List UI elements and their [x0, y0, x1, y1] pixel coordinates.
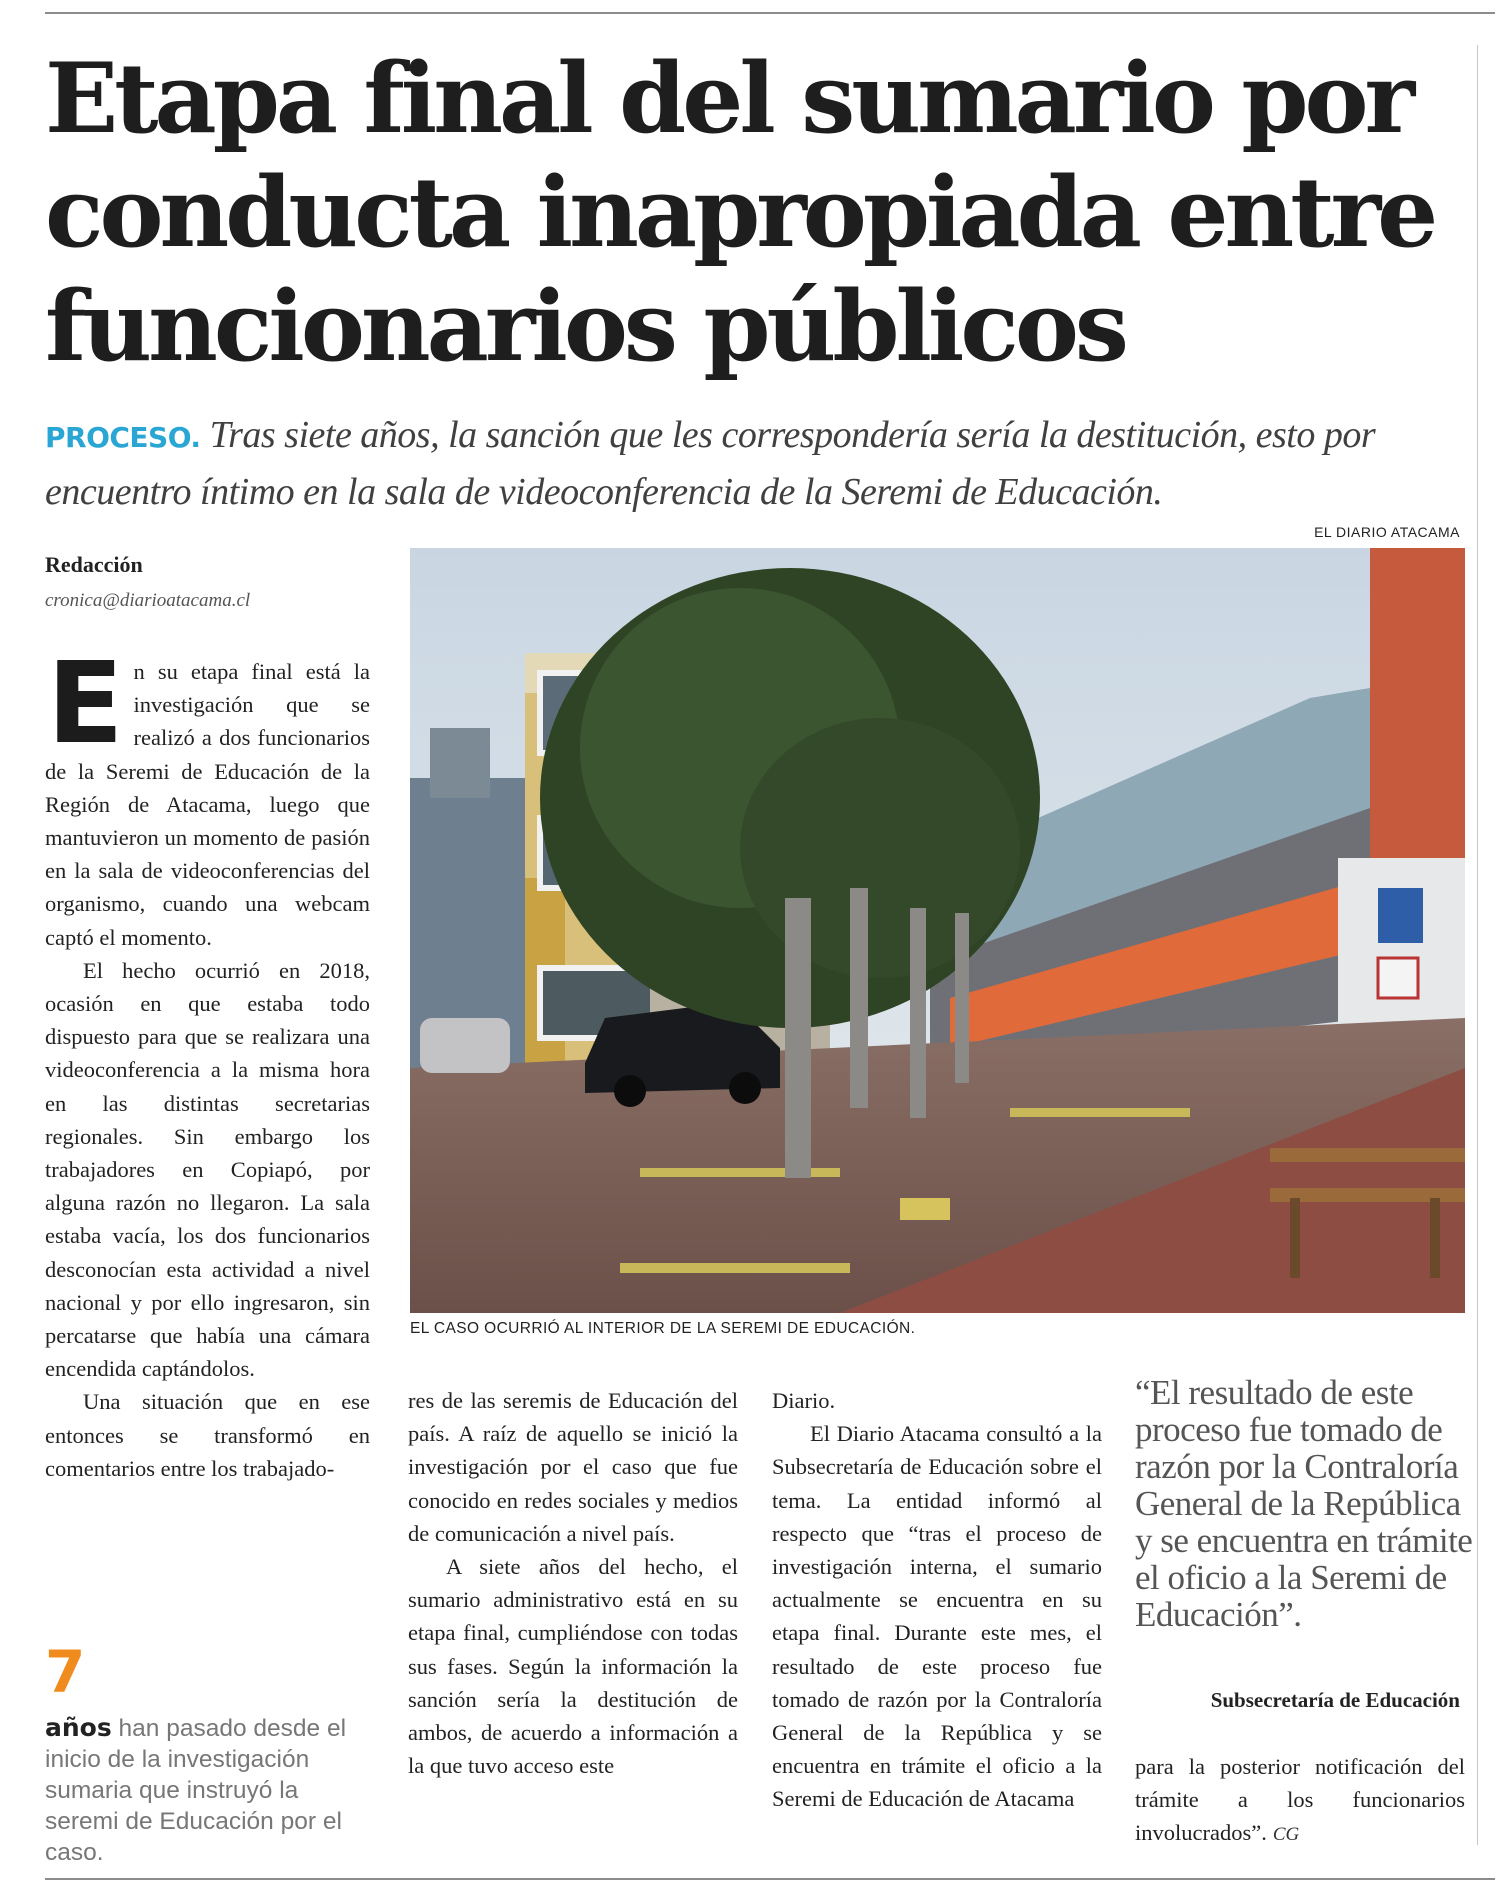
paragraph: El Diario Atacama consultó a la Subsecretaría de Educación sobre el tema. La entidad informó al respecto que “tras el proceso de investigación interna, el sumario actualmente se encuentra en su etapa final. Durante este mes, el resultado de este proceso fue tomado de razón por la Contraloría General de la República y se encuentra en trámite el oficio a la Seremi de Educación de Atacama — [772, 1421, 1102, 1812]
paragraph — [1135, 1750, 1465, 1852]
stat-label: años — [45, 1713, 112, 1742]
subheadline-text: Tras siete años, la sanción que les correspondería sería la destitución, esto por encuentro íntimo en la sala de videoconferencia de la Seremi de Educación. — [45, 414, 1376, 513]
paragraph: n su etapa final está la investigación que se realizó a dos funcionarios de la Seremi de Educación de la Región de Atacama, luego que mantuvieron un momento de pasión en la sala de videoconferencias del organismo, cuando una webcam captó el momento. — [45, 659, 370, 950]
article-column-3 — [772, 1384, 1102, 1816]
author-initials: CG — [1272, 1824, 1300, 1846]
photo-credit: EL DIARIO ATACAMA — [1314, 524, 1460, 540]
seremi-courtyard-illustration — [410, 548, 1465, 1313]
paragraph: Diario. — [772, 1388, 836, 1413]
paragraph: res de las seremis de Educación del país. A raíz de aquello se inició la investigación por el caso que fue conocido en redes sociales y medios de comunicación a nivel país. — [408, 1388, 738, 1546]
headline: Etapa final del sumario por conducta inapropiada entre funcionarios públicos — [45, 42, 1435, 383]
author-email: cronica@diarioatacama.cl — [45, 590, 251, 611]
paragraph: Una situación que en ese entonces se transformó en comentarios entre los trabajado- — [45, 1389, 370, 1481]
paragraph: El hecho ocurrió en 2018, ocasión en que estaba todo dispuesto para que se realizara una videoconferencia a la misma hora en las distintas secretarias regionales. Sin embargo los trabajadores en Copiapó, por alguna razón no llegaron. La sala estaba vacía, los dos funcionarios desconocían esta actividad a nivel nacional y por ello ingresaron, sin percatarse que había una cámara encendida captándolos. — [45, 957, 370, 1382]
pull-quote: “El resultado de este proceso fue tomado de razón por la Contraloría General de la República y se encuentra en trámite el oficio a la Seremi de Educación”. — [1135, 1373, 1473, 1634]
stat-number: 7 — [45, 1638, 86, 1706]
paragraph: A siete años del hecho, el sumario administrativo está en su etapa final, cumpliéndose con todas sus fases. Según la información la sanción sería la destitución de ambos, de acuerdo a información a la que tuvo acceso este — [408, 1554, 738, 1779]
bottom-rule — [45, 1878, 1495, 1880]
article-photo — [410, 548, 1465, 1313]
drop-cap: E — [47, 639, 124, 769]
stat-description: han pasado desde el inicio de la investigación sumaria que instruyó la seremi de Educación por el caso. — [45, 1715, 347, 1866]
article-column-4 — [1135, 1750, 1465, 1852]
article-column-1 — [45, 639, 370, 1485]
byline: Redacción — [45, 552, 143, 577]
quote-attribution: Subsecretaría de Educación — [1210, 1688, 1460, 1712]
photo-caption: EL CASO OCURRIÓ AL INTERIOR DE LA SEREMI DE EDUCACIÓN. — [410, 1320, 916, 1337]
kicker-label: PROCESO. — [45, 421, 201, 454]
article-column-2 — [408, 1384, 738, 1782]
subheadline — [45, 408, 1465, 519]
top-rule — [45, 12, 1495, 14]
stat-caption — [45, 1712, 375, 1868]
paragraph-text: para la posterior notificación del trámite a los funcionarios involucrados”. — [1135, 1754, 1465, 1846]
